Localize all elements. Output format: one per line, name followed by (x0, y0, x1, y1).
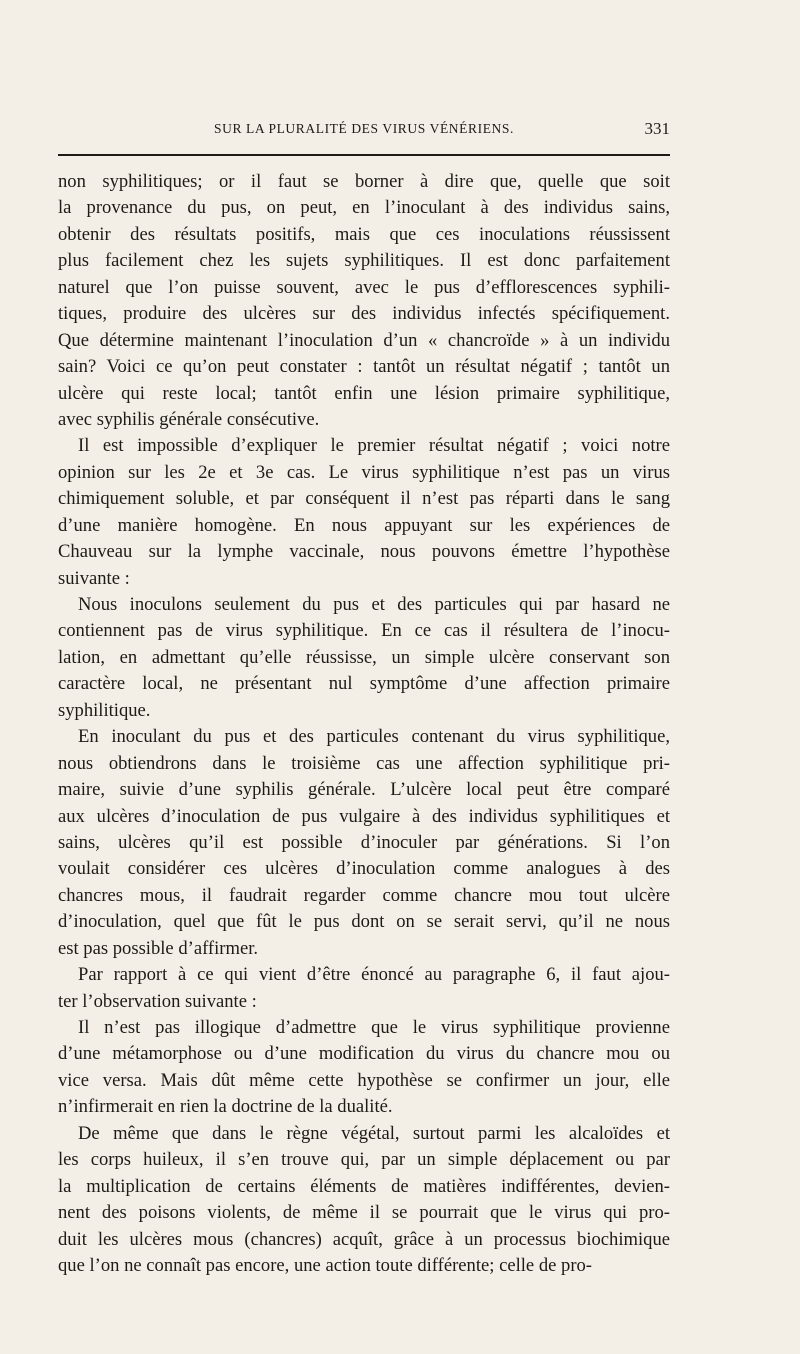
text-line: d’inoculation, quel que fût le pus dont on se serait servi, qu’il ne nous (58, 911, 670, 933)
text-line: lation, en admettant qu’elle réussisse, un simple ulcère conservant son (58, 646, 670, 668)
text-line: Nous inoculons seulement du pus et des particules qui par hasard ne (78, 594, 670, 615)
text-line: maire, suivie d’une syphilis générale. L’ulcère local peut être comparé (58, 779, 670, 801)
text-line: les corps huileux, il s’en trouve qui, par un simple déplacement ou par (58, 1149, 670, 1171)
paragraph (58, 724, 670, 962)
text-line: la multiplication de certains éléments de matières indifférentes, devien- (58, 1175, 670, 1197)
text-line: suivante : (58, 567, 130, 589)
text-line: obtenir des résultats positifs, mais que ces inoculations réussissent (58, 223, 670, 245)
running-head (58, 117, 670, 141)
text-line: naturel que l’on puisse souvent, avec le pus d’efflorescences syphili- (58, 276, 670, 298)
text-line: caractère local, ne présentant nul symptôme d’une affection primaire (58, 673, 670, 695)
text-line: Que détermine maintenant l’inoculation d’un « chancroïde » à un individu (58, 329, 670, 351)
text-line: nent des poisons violents, de même il se pourrait que le virus qui pro- (58, 1202, 670, 1224)
text-line: Il est impossible d’expliquer le premier résultat négatif ; voici notre (78, 435, 670, 457)
header-rule (58, 154, 670, 156)
paragraph (58, 592, 670, 724)
paragraph (58, 433, 670, 592)
text-line: ter l’observation suivante : (58, 990, 257, 1012)
text-line: sain? Voici ce qu’on peut constater : tantôt un résultat négatif ; tantôt un (58, 356, 670, 378)
text-line: chimiquement soluble, et par conséquent il n’est pas réparti dans le sang (58, 488, 670, 510)
text-line: est pas possible d’affirmer. (58, 937, 259, 959)
paragraph (58, 962, 670, 1015)
running-title: SUR LA PLURALITÉ DES VIRUS VÉNÉRIENS. (214, 121, 514, 136)
text-line: Chauveau sur la lymphe vaccinale, nous pouvons émettre l’hypothèse (58, 541, 670, 563)
text-line: chancres mous, il faudrait regarder comme chancre mou tout ulcère (58, 884, 670, 906)
text-line: plus facilement chez les sujets syphilitiques. Il est donc parfaitement (58, 250, 670, 272)
text-line: avec syphilis générale consécutive. (58, 408, 320, 430)
text-line: tiques, produire des ulcères sur des individus infectés spécifiquement. (58, 303, 670, 325)
text-line: En inoculant du pus et des particules contenant du virus syphilitique, (78, 726, 670, 748)
text-line: Par rapport à ce qui vient d’être énoncé au paragraphe 6, il faut ajou- (78, 964, 670, 986)
text-line: contiennent pas de virus syphilitique. En ce cas il résultera de l’inocu- (58, 620, 670, 642)
text-line: duit les ulcères mous (chancres) acquît, grâce à un processus biochimique (58, 1228, 670, 1250)
text-line: non syphilitiques; or il faut se borner à dire que, quelle que soit (58, 171, 670, 192)
text-line: opinion sur les 2e et 3e cas. Le virus syphilitique n’est pas un virus (58, 461, 670, 483)
text-line: que l’on ne connaît pas encore, une action toute différente; celle de pro- (58, 1254, 592, 1276)
paragraph (58, 169, 670, 433)
text-line: De même que dans le règne végétal, surtout parmi les alcaloïdes et (78, 1122, 670, 1144)
body-text (58, 169, 670, 1279)
text-line: n’infirmerait en rien la doctrine de la dualité. (58, 1096, 393, 1118)
text-line: syphilitique. (58, 699, 151, 721)
text-line: sains, ulcères qu’il est possible d’inoculer par générations. Si l’on (58, 831, 670, 853)
text-line: d’une métamorphose ou d’une modification du virus du chancre mou ou (58, 1043, 670, 1065)
text-line: ulcère qui reste local; tantôt enfin une lésion primaire syphilitique, (58, 382, 670, 404)
paragraph (58, 1015, 670, 1121)
text-line: vice versa. Mais dût même cette hypothèse se confirmer un jour, elle (58, 1069, 670, 1091)
text-line: nous obtiendrons dans le troisième cas une affection syphilitique pri- (58, 752, 670, 774)
page-number: 331 (644, 119, 670, 138)
text-line: aux ulcères d’inoculation de pus vulgaire à des individus syphilitiques et (58, 805, 670, 827)
text-line: d’une manière homogène. En nous appuyant sur les expériences de (58, 514, 670, 536)
text-line: la provenance du pus, on peut, en l’inoculant à des individus sains, (58, 197, 670, 219)
text-line: Il n’est pas illogique d’admettre que le virus syphilitique provienne (78, 1017, 670, 1038)
paragraph (58, 1121, 670, 1280)
text-line: voulait considérer ces ulcères d’inoculation comme analogues à des (58, 858, 670, 880)
